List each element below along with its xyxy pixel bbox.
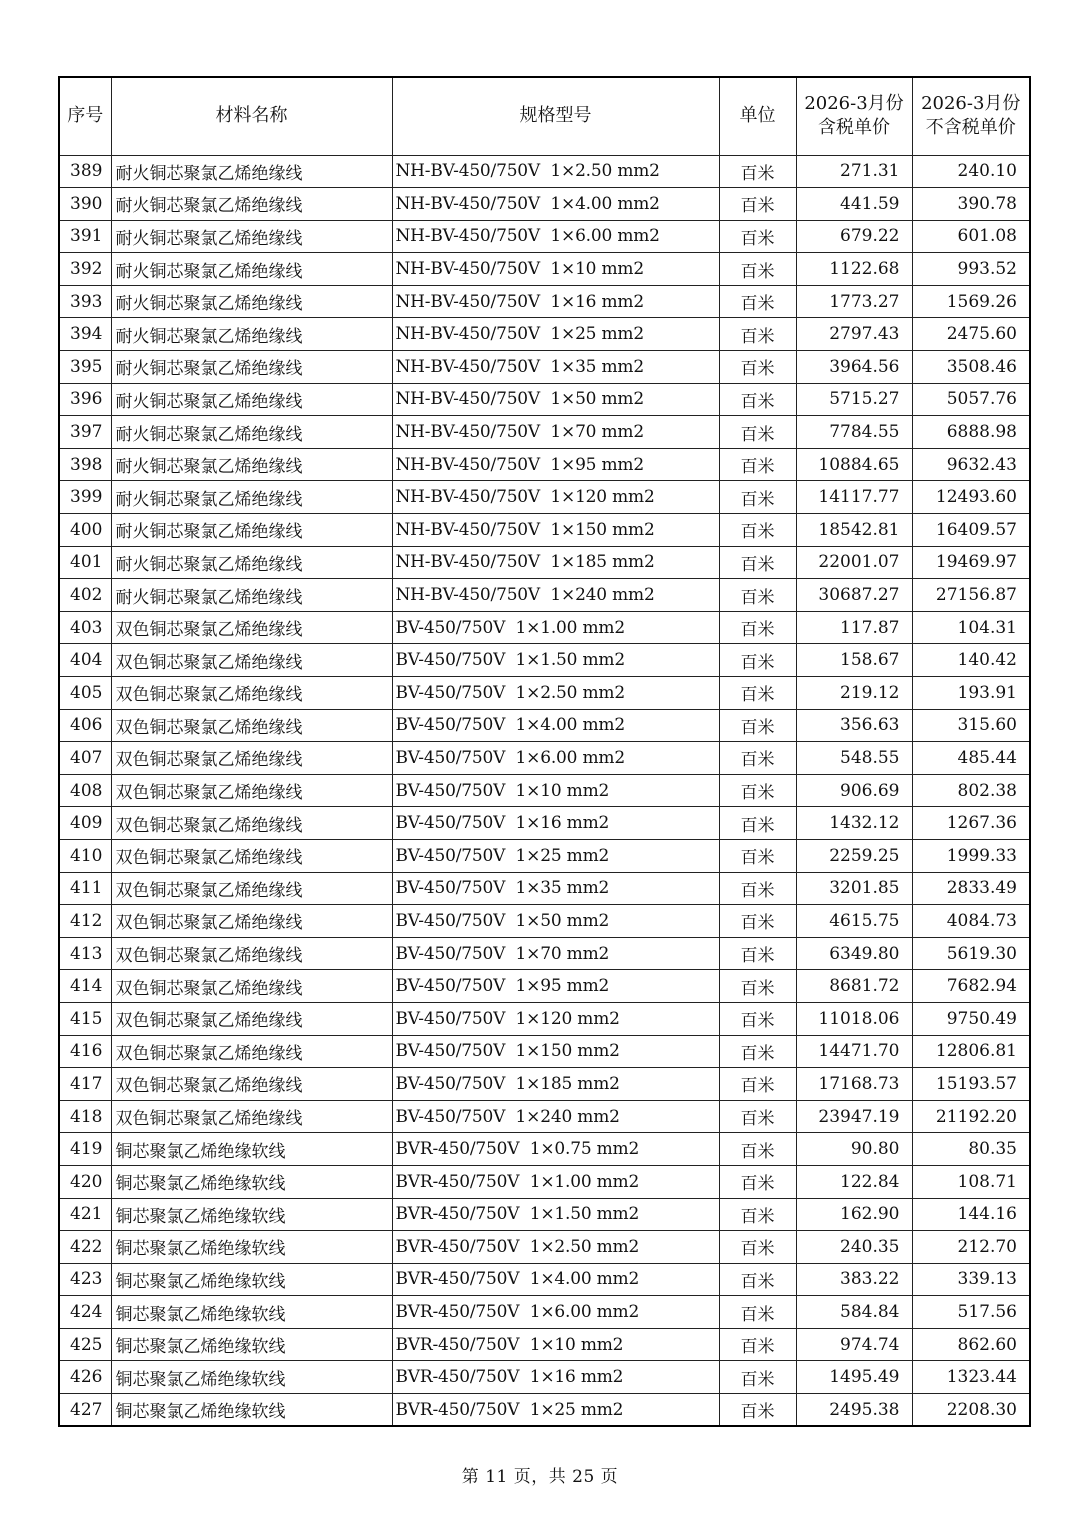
table-row <box>59 1231 1030 1264</box>
cell-unit: 百米 <box>719 1328 796 1361</box>
cell-unit: 百米 <box>719 1361 796 1394</box>
cell-name: 双色铜芯聚氯乙烯绝缘线 <box>111 937 392 970</box>
cell-unit: 百米 <box>719 611 796 644</box>
cell-spec: BV-450/750V 1×25 mm2 <box>392 839 719 872</box>
cell-seq: 413 <box>59 937 111 970</box>
cell-seq: 412 <box>59 905 111 938</box>
cell-name: 铜芯聚氯乙烯绝缘软线 <box>111 1328 392 1361</box>
table-header <box>59 77 1030 155</box>
cell-price-notax: 12806.81 <box>912 1035 1030 1068</box>
table-row <box>59 742 1030 775</box>
header-price-tax <box>796 77 912 155</box>
table-row <box>59 905 1030 938</box>
cell-price-tax: 18542.81 <box>796 514 912 547</box>
cell-unit: 百米 <box>719 383 796 416</box>
cell-price-tax: 30687.27 <box>796 579 912 612</box>
cell-price-tax: 1495.49 <box>796 1361 912 1394</box>
cell-price-tax: 11018.06 <box>796 1002 912 1035</box>
cell-price-notax: 993.52 <box>912 253 1030 286</box>
cell-name: 耐火铜芯聚氯乙烯绝缘线 <box>111 253 392 286</box>
cell-seq: 392 <box>59 253 111 286</box>
cell-price-notax: 6888.98 <box>912 416 1030 449</box>
cell-spec: BVR-450/750V 1×4.00 mm2 <box>392 1263 719 1296</box>
cell-price-tax: 17168.73 <box>796 1068 912 1101</box>
cell-price-notax: 1267.36 <box>912 807 1030 840</box>
cell-seq: 391 <box>59 220 111 253</box>
cell-unit: 百米 <box>719 807 796 840</box>
cell-seq: 393 <box>59 285 111 318</box>
cell-seq: 410 <box>59 839 111 872</box>
cell-price-notax: 108.71 <box>912 1165 1030 1198</box>
cell-spec: BV-450/750V 1×4.00 mm2 <box>392 709 719 742</box>
cell-spec: NH-BV-450/750V 1×10 mm2 <box>392 253 719 286</box>
cell-spec: NH-BV-450/750V 1×16 mm2 <box>392 285 719 318</box>
cell-price-tax: 14471.70 <box>796 1035 912 1068</box>
cell-price-notax: 2475.60 <box>912 318 1030 351</box>
cell-unit: 百米 <box>719 1068 796 1101</box>
cell-price-tax: 23947.19 <box>796 1100 912 1133</box>
cell-name: 双色铜芯聚氯乙烯绝缘线 <box>111 807 392 840</box>
cell-price-tax: 162.90 <box>796 1198 912 1231</box>
cell-name: 双色铜芯聚氯乙烯绝缘线 <box>111 742 392 775</box>
cell-price-tax: 2259.25 <box>796 839 912 872</box>
cell-name: 耐火铜芯聚氯乙烯绝缘线 <box>111 155 392 188</box>
cell-spec: NH-BV-450/750V 1×185 mm2 <box>392 546 719 579</box>
cell-name: 耐火铜芯聚氯乙烯绝缘线 <box>111 514 392 547</box>
cell-price-tax: 117.87 <box>796 611 912 644</box>
cell-price-notax: 193.91 <box>912 677 1030 710</box>
cell-spec: NH-BV-450/750V 1×120 mm2 <box>392 481 719 514</box>
cell-seq: 394 <box>59 318 111 351</box>
cell-unit: 百米 <box>719 188 796 221</box>
cell-name: 双色铜芯聚氯乙烯绝缘线 <box>111 644 392 677</box>
cell-seq: 395 <box>59 351 111 384</box>
cell-price-notax: 144.16 <box>912 1198 1030 1231</box>
cell-spec: BVR-450/750V 1×0.75 mm2 <box>392 1133 719 1166</box>
table-row <box>59 546 1030 579</box>
cell-spec: BV-450/750V 1×10 mm2 <box>392 774 719 807</box>
table-row <box>59 611 1030 644</box>
table-row <box>59 220 1030 253</box>
cell-price-notax: 1999.33 <box>912 839 1030 872</box>
cell-name: 双色铜芯聚氯乙烯绝缘线 <box>111 970 392 1003</box>
cell-seq: 415 <box>59 1002 111 1035</box>
table-row <box>59 1068 1030 1101</box>
cell-price-tax: 90.80 <box>796 1133 912 1166</box>
cell-price-notax: 601.08 <box>912 220 1030 253</box>
cell-price-notax: 9632.43 <box>912 448 1030 481</box>
cell-price-notax: 104.31 <box>912 611 1030 644</box>
table-row <box>59 448 1030 481</box>
cell-name: 双色铜芯聚氯乙烯绝缘线 <box>111 1035 392 1068</box>
cell-unit: 百米 <box>719 318 796 351</box>
cell-name: 双色铜芯聚氯乙烯绝缘线 <box>111 872 392 905</box>
cell-unit: 百米 <box>719 546 796 579</box>
cell-price-tax: 2495.38 <box>796 1394 912 1427</box>
cell-price-tax: 122.84 <box>796 1165 912 1198</box>
cell-price-tax: 3964.56 <box>796 351 912 384</box>
cell-spec: BV-450/750V 1×1.50 mm2 <box>392 644 719 677</box>
cell-price-tax: 441.59 <box>796 188 912 221</box>
cell-price-tax: 6349.80 <box>796 937 912 970</box>
cell-spec: BVR-450/750V 1×6.00 mm2 <box>392 1296 719 1329</box>
cell-price-tax: 219.12 <box>796 677 912 710</box>
cell-name: 耐火铜芯聚氯乙烯绝缘线 <box>111 318 392 351</box>
table-row <box>59 1165 1030 1198</box>
cell-price-notax: 2833.49 <box>912 872 1030 905</box>
cell-price-tax: 974.74 <box>796 1328 912 1361</box>
cell-unit: 百米 <box>719 1231 796 1264</box>
cell-unit: 百米 <box>719 709 796 742</box>
cell-spec: BVR-450/750V 1×2.50 mm2 <box>392 1231 719 1264</box>
cell-seq: 402 <box>59 579 111 612</box>
cell-spec: BV-450/750V 1×120 mm2 <box>392 1002 719 1035</box>
cell-name: 双色铜芯聚氯乙烯绝缘线 <box>111 677 392 710</box>
cell-unit: 百米 <box>719 1100 796 1133</box>
cell-spec: BVR-450/750V 1×25 mm2 <box>392 1394 719 1427</box>
cell-seq: 420 <box>59 1165 111 1198</box>
cell-spec: NH-BV-450/750V 1×2.50 mm2 <box>392 155 719 188</box>
cell-price-notax: 80.35 <box>912 1133 1030 1166</box>
cell-name: 耐火铜芯聚氯乙烯绝缘线 <box>111 351 392 384</box>
table-row <box>59 514 1030 547</box>
cell-price-notax: 339.13 <box>912 1263 1030 1296</box>
table-row <box>59 351 1030 384</box>
cell-name: 双色铜芯聚氯乙烯绝缘线 <box>111 709 392 742</box>
cell-price-tax: 158.67 <box>796 644 912 677</box>
table-row <box>59 481 1030 514</box>
cell-price-tax: 3201.85 <box>796 872 912 905</box>
cell-name: 耐火铜芯聚氯乙烯绝缘线 <box>111 448 392 481</box>
cell-unit: 百米 <box>719 351 796 384</box>
table-row <box>59 1263 1030 1296</box>
table-row <box>59 677 1030 710</box>
cell-seq: 409 <box>59 807 111 840</box>
cell-price-tax: 679.22 <box>796 220 912 253</box>
cell-spec: BV-450/750V 1×185 mm2 <box>392 1068 719 1101</box>
table-row <box>59 774 1030 807</box>
cell-spec: BV-450/750V 1×240 mm2 <box>392 1100 719 1133</box>
cell-price-tax: 8681.72 <box>796 970 912 1003</box>
table-row <box>59 970 1030 1003</box>
cell-unit: 百米 <box>719 253 796 286</box>
cell-price-notax: 12493.60 <box>912 481 1030 514</box>
cell-price-notax: 315.60 <box>912 709 1030 742</box>
cell-price-tax: 7784.55 <box>796 416 912 449</box>
header-price-notax <box>912 77 1030 155</box>
cell-unit: 百米 <box>719 285 796 318</box>
cell-seq: 419 <box>59 1133 111 1166</box>
table-row <box>59 1361 1030 1394</box>
cell-unit: 百米 <box>719 1296 796 1329</box>
header-spec: 规格型号 <box>392 77 719 155</box>
table-row <box>59 1002 1030 1035</box>
cell-price-tax: 2797.43 <box>796 318 912 351</box>
table-row <box>59 839 1030 872</box>
table-row <box>59 1100 1030 1133</box>
cell-price-tax: 1432.12 <box>796 807 912 840</box>
table-row <box>59 1133 1030 1166</box>
cell-price-tax: 14117.77 <box>796 481 912 514</box>
table-row <box>59 579 1030 612</box>
header-unit: 单位 <box>719 77 796 155</box>
cell-name: 双色铜芯聚氯乙烯绝缘线 <box>111 839 392 872</box>
cell-unit: 百米 <box>719 1198 796 1231</box>
cell-seq: 389 <box>59 155 111 188</box>
cell-name: 铜芯聚氯乙烯绝缘软线 <box>111 1133 392 1166</box>
cell-unit: 百米 <box>719 1165 796 1198</box>
cell-spec: NH-BV-450/750V 1×4.00 mm2 <box>392 188 719 221</box>
cell-unit: 百米 <box>719 905 796 938</box>
cell-unit: 百米 <box>719 514 796 547</box>
cell-seq: 405 <box>59 677 111 710</box>
cell-seq: 424 <box>59 1296 111 1329</box>
cell-spec: BV-450/750V 1×70 mm2 <box>392 937 719 970</box>
cell-spec: NH-BV-450/750V 1×50 mm2 <box>392 383 719 416</box>
table-row <box>59 937 1030 970</box>
table-body <box>59 155 1030 1426</box>
cell-spec: BV-450/750V 1×1.00 mm2 <box>392 611 719 644</box>
cell-name: 双色铜芯聚氯乙烯绝缘线 <box>111 611 392 644</box>
cell-seq: 418 <box>59 1100 111 1133</box>
table-row <box>59 155 1030 188</box>
cell-price-notax: 9750.49 <box>912 1002 1030 1035</box>
cell-seq: 399 <box>59 481 111 514</box>
cell-unit: 百米 <box>719 677 796 710</box>
table-row <box>59 1328 1030 1361</box>
cell-name: 铜芯聚氯乙烯绝缘软线 <box>111 1198 392 1231</box>
cell-price-tax: 548.55 <box>796 742 912 775</box>
header-name: 材料名称 <box>111 77 392 155</box>
cell-price-tax: 271.31 <box>796 155 912 188</box>
cell-spec: NH-BV-450/750V 1×6.00 mm2 <box>392 220 719 253</box>
cell-seq: 408 <box>59 774 111 807</box>
cell-price-notax: 2208.30 <box>912 1394 1030 1427</box>
cell-spec: BVR-450/750V 1×16 mm2 <box>392 1361 719 1394</box>
page-number: 第 11 页，共 25 页 <box>461 1467 619 1487</box>
cell-price-tax: 1122.68 <box>796 253 912 286</box>
cell-spec: NH-BV-450/750V 1×95 mm2 <box>392 448 719 481</box>
cell-unit: 百米 <box>719 872 796 905</box>
cell-price-tax: 906.69 <box>796 774 912 807</box>
table-row <box>59 285 1030 318</box>
cell-spec: BV-450/750V 1×6.00 mm2 <box>392 742 719 775</box>
header-price-notax-label: 2026-3月份 不含税单价 <box>921 93 1021 139</box>
cell-price-notax: 15193.57 <box>912 1068 1030 1101</box>
cell-unit: 百米 <box>719 1002 796 1035</box>
cell-seq: 398 <box>59 448 111 481</box>
table-row <box>59 1394 1030 1427</box>
cell-spec: NH-BV-450/750V 1×35 mm2 <box>392 351 719 384</box>
cell-unit: 百米 <box>719 481 796 514</box>
cell-unit: 百米 <box>719 839 796 872</box>
cell-price-tax: 356.63 <box>796 709 912 742</box>
cell-name: 耐火铜芯聚氯乙烯绝缘线 <box>111 285 392 318</box>
cell-seq: 407 <box>59 742 111 775</box>
table-row <box>59 253 1030 286</box>
cell-price-tax: 240.35 <box>796 1231 912 1264</box>
cell-price-tax: 4615.75 <box>796 905 912 938</box>
cell-seq: 416 <box>59 1035 111 1068</box>
cell-price-tax: 5715.27 <box>796 383 912 416</box>
cell-seq: 401 <box>59 546 111 579</box>
cell-unit: 百米 <box>719 155 796 188</box>
cell-price-tax: 584.84 <box>796 1296 912 1329</box>
cell-unit: 百米 <box>719 1394 796 1427</box>
header-row <box>59 77 1030 155</box>
cell-unit: 百米 <box>719 742 796 775</box>
cell-price-notax: 517.56 <box>912 1296 1030 1329</box>
cell-unit: 百米 <box>719 937 796 970</box>
cell-name: 耐火铜芯聚氯乙烯绝缘线 <box>111 416 392 449</box>
cell-unit: 百米 <box>719 220 796 253</box>
table-row <box>59 383 1030 416</box>
cell-name: 耐火铜芯聚氯乙烯绝缘线 <box>111 546 392 579</box>
cell-seq: 422 <box>59 1231 111 1264</box>
cell-price-notax: 485.44 <box>912 742 1030 775</box>
cell-price-notax: 3508.46 <box>912 351 1030 384</box>
cell-unit: 百米 <box>719 644 796 677</box>
cell-unit: 百米 <box>719 579 796 612</box>
cell-name: 铜芯聚氯乙烯绝缘软线 <box>111 1394 392 1427</box>
cell-spec: NH-BV-450/750V 1×70 mm2 <box>392 416 719 449</box>
cell-price-tax: 10884.65 <box>796 448 912 481</box>
table-row <box>59 416 1030 449</box>
cell-spec: BVR-450/750V 1×1.00 mm2 <box>392 1165 719 1198</box>
cell-unit: 百米 <box>719 970 796 1003</box>
cell-name: 耐火铜芯聚氯乙烯绝缘线 <box>111 579 392 612</box>
cell-seq: 421 <box>59 1198 111 1231</box>
cell-price-notax: 802.38 <box>912 774 1030 807</box>
cell-name: 耐火铜芯聚氯乙烯绝缘线 <box>111 383 392 416</box>
cell-name: 双色铜芯聚氯乙烯绝缘线 <box>111 1002 392 1035</box>
cell-name: 耐火铜芯聚氯乙烯绝缘线 <box>111 481 392 514</box>
cell-unit: 百米 <box>719 1133 796 1166</box>
cell-spec: NH-BV-450/750V 1×240 mm2 <box>392 579 719 612</box>
table-row <box>59 872 1030 905</box>
cell-price-tax: 1773.27 <box>796 285 912 318</box>
table-row <box>59 644 1030 677</box>
cell-price-notax: 27156.87 <box>912 579 1030 612</box>
cell-spec: NH-BV-450/750V 1×25 mm2 <box>392 318 719 351</box>
cell-spec: BV-450/750V 1×2.50 mm2 <box>392 677 719 710</box>
cell-spec: BV-450/750V 1×150 mm2 <box>392 1035 719 1068</box>
table-row <box>59 1296 1030 1329</box>
header-price-tax-label: 2026-3月份 含税单价 <box>804 93 904 139</box>
cell-name: 耐火铜芯聚氯乙烯绝缘线 <box>111 188 392 221</box>
cell-name: 铜芯聚氯乙烯绝缘软线 <box>111 1263 392 1296</box>
cell-spec: BV-450/750V 1×16 mm2 <box>392 807 719 840</box>
cell-price-notax: 5619.30 <box>912 937 1030 970</box>
cell-seq: 414 <box>59 970 111 1003</box>
cell-unit: 百米 <box>719 448 796 481</box>
cell-seq: 390 <box>59 188 111 221</box>
cell-spec: BV-450/750V 1×50 mm2 <box>392 905 719 938</box>
cell-seq: 425 <box>59 1328 111 1361</box>
cell-price-notax: 5057.76 <box>912 383 1030 416</box>
table-row <box>59 1035 1030 1068</box>
cell-price-notax: 212.70 <box>912 1231 1030 1264</box>
cell-seq: 406 <box>59 709 111 742</box>
cell-price-notax: 7682.94 <box>912 970 1030 1003</box>
cell-name: 铜芯聚氯乙烯绝缘软线 <box>111 1296 392 1329</box>
cell-seq: 427 <box>59 1394 111 1427</box>
cell-price-tax: 383.22 <box>796 1263 912 1296</box>
table-row <box>59 188 1030 221</box>
cell-unit: 百米 <box>719 1263 796 1296</box>
cell-spec: BV-450/750V 1×35 mm2 <box>392 872 719 905</box>
cell-name: 双色铜芯聚氯乙烯绝缘线 <box>111 1068 392 1101</box>
cell-price-notax: 4084.73 <box>912 905 1030 938</box>
cell-unit: 百米 <box>719 774 796 807</box>
table-row <box>59 709 1030 742</box>
cell-price-notax: 240.10 <box>912 155 1030 188</box>
cell-spec: BVR-450/750V 1×10 mm2 <box>392 1328 719 1361</box>
cell-seq: 403 <box>59 611 111 644</box>
cell-name: 铜芯聚氯乙烯绝缘软线 <box>111 1165 392 1198</box>
cell-seq: 417 <box>59 1068 111 1101</box>
table-row <box>59 1198 1030 1231</box>
header-seq: 序号 <box>59 77 111 155</box>
cell-price-notax: 390.78 <box>912 188 1030 221</box>
cell-spec: BV-450/750V 1×95 mm2 <box>392 970 719 1003</box>
cell-price-notax: 21192.20 <box>912 1100 1030 1133</box>
table-row <box>59 807 1030 840</box>
cell-seq: 423 <box>59 1263 111 1296</box>
cell-seq: 396 <box>59 383 111 416</box>
cell-seq: 404 <box>59 644 111 677</box>
price-table <box>58 76 1031 1427</box>
cell-name: 双色铜芯聚氯乙烯绝缘线 <box>111 1100 392 1133</box>
cell-seq: 400 <box>59 514 111 547</box>
cell-price-notax: 16409.57 <box>912 514 1030 547</box>
cell-price-notax: 19469.97 <box>912 546 1030 579</box>
cell-spec: NH-BV-450/750V 1×150 mm2 <box>392 514 719 547</box>
cell-name: 双色铜芯聚氯乙烯绝缘线 <box>111 905 392 938</box>
cell-name: 铜芯聚氯乙烯绝缘软线 <box>111 1231 392 1264</box>
cell-price-notax: 1323.44 <box>912 1361 1030 1394</box>
cell-name: 耐火铜芯聚氯乙烯绝缘线 <box>111 220 392 253</box>
cell-price-notax: 1569.26 <box>912 285 1030 318</box>
cell-name: 双色铜芯聚氯乙烯绝缘线 <box>111 774 392 807</box>
cell-spec: BVR-450/750V 1×1.50 mm2 <box>392 1198 719 1231</box>
cell-price-tax: 22001.07 <box>796 546 912 579</box>
cell-seq: 411 <box>59 872 111 905</box>
cell-price-notax: 862.60 <box>912 1328 1030 1361</box>
cell-unit: 百米 <box>719 1035 796 1068</box>
cell-name: 铜芯聚氯乙烯绝缘软线 <box>111 1361 392 1394</box>
cell-seq: 426 <box>59 1361 111 1394</box>
cell-unit: 百米 <box>719 416 796 449</box>
table-row <box>59 318 1030 351</box>
cell-seq: 397 <box>59 416 111 449</box>
cell-price-notax: 140.42 <box>912 644 1030 677</box>
